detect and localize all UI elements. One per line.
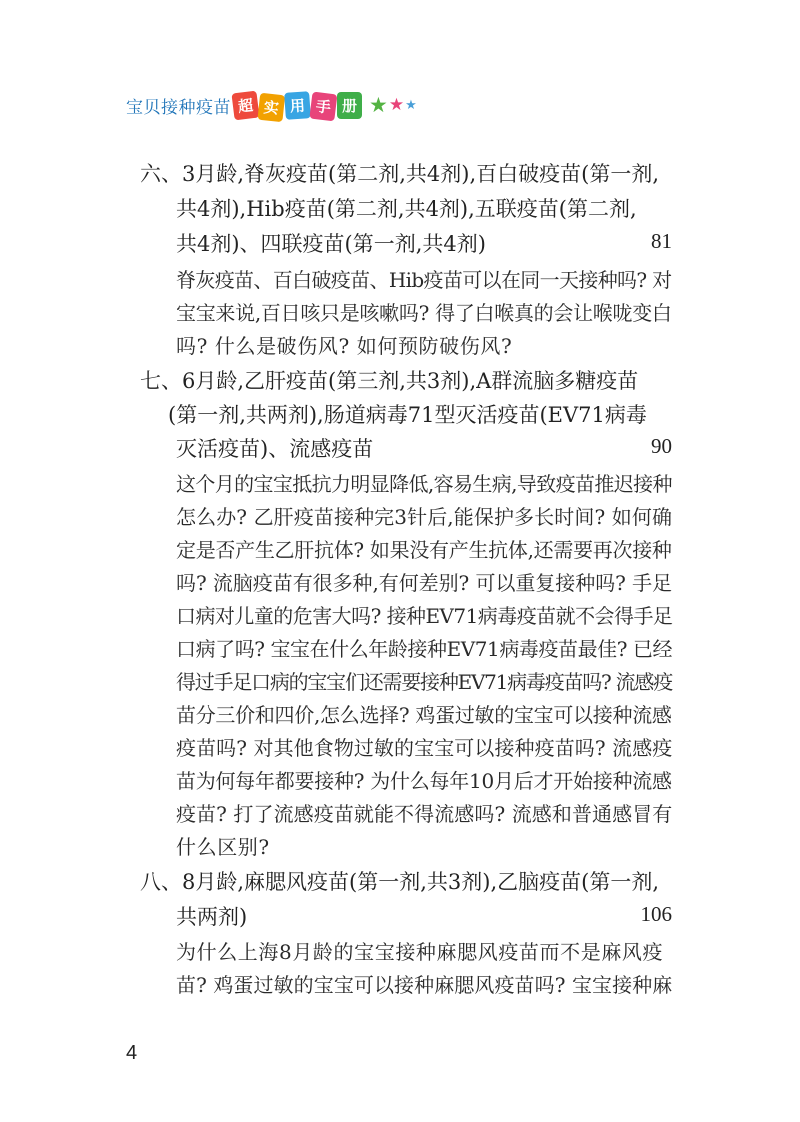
header-title: 宝贝接种疫苗 [126,97,231,118]
section-title-line: 共两剂) [176,905,248,929]
section-desc-line: 苗为何每年都要接种? 为什么每年10月后才开始接种流感 [176,769,672,793]
section-desc-line: 疫苗? 打了流感疫苗就能不得流感吗? 流感和普通感冒有 [176,802,673,826]
star-icon: ★ [388,94,405,115]
section-title-line: 灭活疫苗)、流感疫苗 [176,437,374,461]
header-badge: 用 [284,91,311,120]
section-desc-line: 为什么上海8月龄的宝宝接种麻腮风疫苗而不是麻风疫 [176,940,664,964]
section-desc-line: 疫苗吗? 对其他食物过敏的宝宝可以接种疫苗吗? 流感疫 [176,736,673,760]
header-badge: 实 [257,92,285,121]
section-title-line: 共4剂)、四联疫苗(第一剂,共4剂) [176,232,486,256]
header-badge: 超 [231,90,259,120]
section-title-line: 3月龄,脊灰疫苗(第二剂,共4剂),百白破疫苗(第一剂, [182,162,659,186]
section-desc-line: 苗? 鸡蛋过敏的宝宝可以接种麻腮风疫苗吗? 宝宝接种麻 [176,973,673,997]
section-desc-line: 苗分三价和四价,怎么选择? 鸡蛋过敏的宝宝可以接种流感 [176,703,672,727]
header-badges [233,92,363,119]
section-desc-line: 怎么办? 乙肝疫苗接种完3针后,能保护多长时间? 如何确 [176,505,673,529]
star-icon: ★ [369,92,388,117]
page-number: 81 [651,229,672,253]
page-folio: 4 [126,1042,138,1064]
page-number: 106 [640,902,672,926]
section-title-line: (第一剂,共两剂),肠道病毒71型灭活疫苗(EV71病毒 [168,403,647,427]
section-desc-line: 口病对儿童的危害大吗? 接种EV71病毒疫苗就不会得手足 [176,604,673,628]
section-desc-line: 吗? 流脑疫苗有很多种,有何差别? 可以重复接种吗? 手足 [176,571,672,595]
header-stars [369,92,417,117]
section-desc-line: 口病了吗? 宝宝在什么年龄接种EV71病毒疫苗最佳? 已经 [176,637,673,661]
section-title-line: 8月龄,麻腮风疫苗(第一剂,共3剂),乙脑疫苗(第一剂, [182,870,659,894]
section-desc-line: 吗? 什么是破伤风? 如何预防破伤风? [176,334,513,358]
section-desc-line: 宝宝来说,百日咳只是咳嗽吗? 得了白喉真的会让喉咙变白 [176,301,672,325]
section-number: 八、 [140,870,182,894]
page-number: 90 [651,434,672,458]
header-badge: 手 [309,91,337,121]
section-desc-line: 脊灰疫苗、百白破疫苗、Hib疫苗可以在同一天接种吗? 对 [176,268,672,292]
section-desc-line: 得过手足口病的宝宝们还需要接种EV71病毒疫苗吗? 流感疫 [176,670,672,694]
section-number: 六、 [140,162,182,186]
section-desc-line: 这个月的宝宝抵抗力明显降低,容易生病,导致疫苗推迟接种 [176,472,672,496]
section-desc-line: 什么区别? [176,835,270,859]
star-icon: ★ [405,97,417,113]
section-title-line: 共4剂),Hib疫苗(第二剂,共4剂),五联疫苗(第二剂, [176,197,637,221]
header-badge: 册 [337,92,362,119]
section-number: 七、 [140,369,182,393]
section-title-line: 6月龄,乙肝疫苗(第三剂,共3剂),A群流脑多糖疫苗 [182,369,639,393]
section-desc-line: 定是否产生乙肝抗体? 如果没有产生抗体,还需要再次接种 [176,538,672,562]
running-header [126,88,417,122]
